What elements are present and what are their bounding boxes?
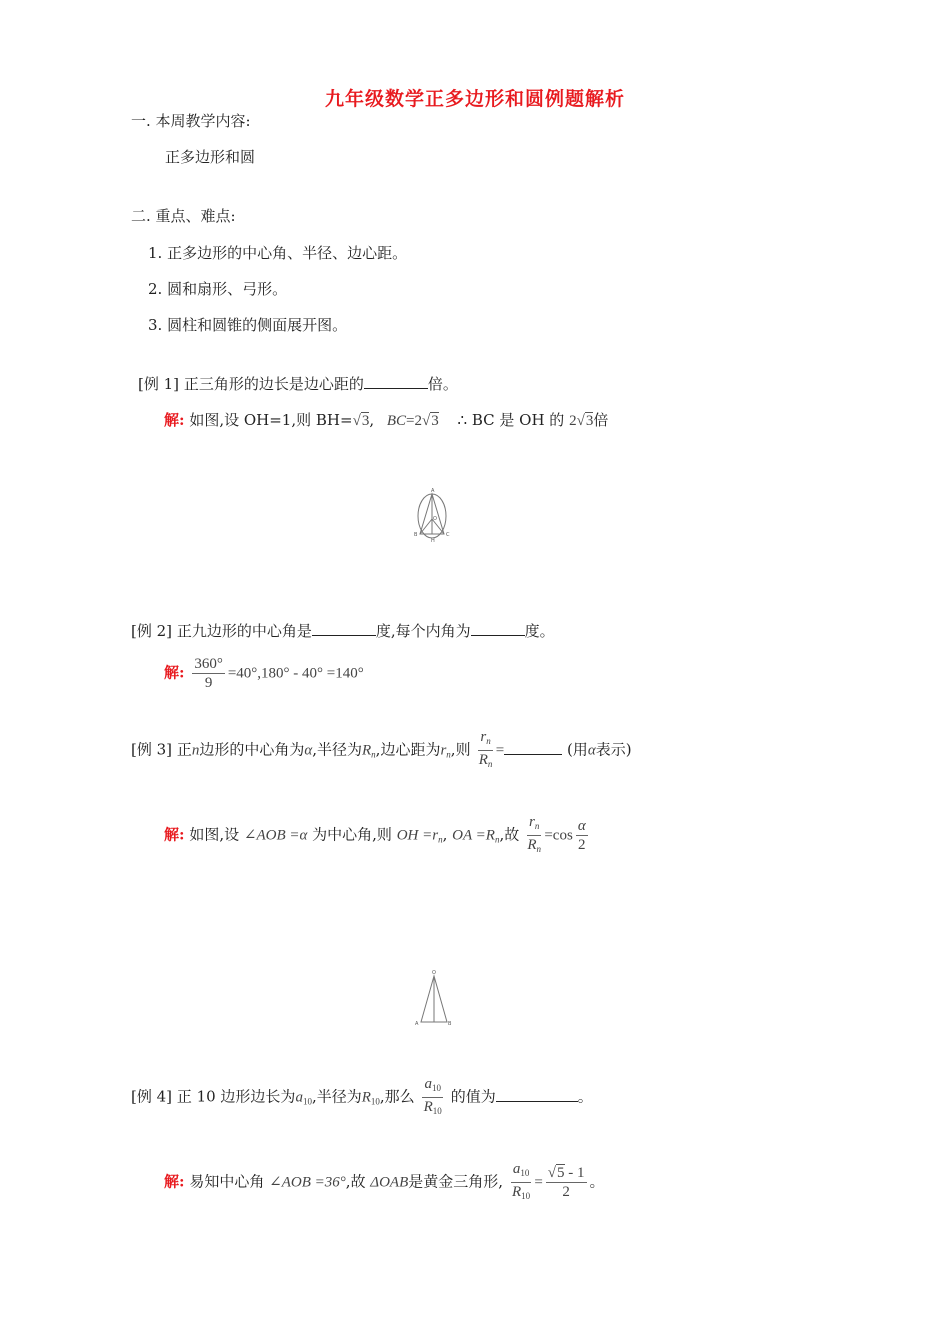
figure-isosceles-triangle <box>412 968 456 1030</box>
svg-text:H: H <box>431 538 435 544</box>
example1-solution: 解: 如图,设 OH=1,则 BH=√3, BC=2√3 ∴ BC 是 OH 的 2√3倍 <box>164 411 609 429</box>
solution-label: 解: <box>164 1172 185 1191</box>
answer-blank <box>504 740 562 755</box>
solution-label: 解: <box>164 411 185 429</box>
example4-question: [例 4] 正 10 边形边长为$a_{10}$,半径为$R_{10}$,那么 $\frac{a_{10}}{R_{10}}$ 的值为 。 <box>131 1075 593 1120</box>
svg-text:B: B <box>414 532 418 538</box>
section2-heading: 二. 重点、难点: <box>131 207 236 225</box>
fraction: $\frac{√5 - 1}{2}$ <box>547 1165 585 1200</box>
example2-question: [例 2] 正九边形的中心角是 度,每个内角为 度。 <box>131 622 555 640</box>
solution-label: 解: <box>164 663 185 682</box>
fraction: $\frac{r_n}{R_n}$ <box>478 729 493 769</box>
svg-text:O: O <box>432 970 436 976</box>
answer-blank <box>471 621 525 636</box>
key-point-1: 1. 正多边形的中心角、半径、边心距。 <box>148 244 408 262</box>
fraction: $\frac{360^\circ}{9}$ <box>194 656 223 691</box>
section1-content: 正多边形和圆 <box>165 148 256 166</box>
key-point-3: 3. 圆柱和圆锥的侧面展开图。 <box>148 316 348 334</box>
example3-label: [例 3] <box>131 740 173 759</box>
fraction: $\frac{\alpha}{2}$ <box>577 818 586 853</box>
page-title: 九年级数学正多边形和圆例题解析 <box>324 88 625 110</box>
example1-question: [例 1] 正三角形的边长是边心距的 倍。 <box>138 375 458 393</box>
section1-heading: 一. 本周教学内容: <box>131 112 251 130</box>
example3-question: [例 3] 正n边形的中心角为α,半径为$R_n$,边心距为$r_n$,则 $\frac{r_n}{R_n}$ = (用α表示) <box>131 728 632 773</box>
svg-text:O: O <box>433 516 437 522</box>
example3-solution: 解: 如图,设 ∠AOB =α 为中心角,则 OH $=r_n$, OA $=R_n$,故 $\frac{r_n}{R_n}$ =cos $\frac{\alpha}{2}$ <box>164 813 591 858</box>
fraction: $\frac{a_{10}}{R_{10}}$ <box>511 1161 531 1201</box>
answer-blank <box>364 374 428 389</box>
figure-inscribed-triangle <box>410 486 456 544</box>
example2-label: [例 2] <box>131 622 173 640</box>
solution-label: 解: <box>164 825 185 844</box>
key-point-2: 2. 圆和扇形、弓形。 <box>148 280 288 298</box>
fraction: $\frac{a_{10}}{R_{10}}$ <box>423 1076 442 1116</box>
svg-text:A: A <box>415 1021 419 1027</box>
example4-label: [例 4] <box>131 1087 173 1106</box>
svg-text:A: A <box>431 488 435 494</box>
svg-text:C: C <box>446 532 450 538</box>
answer-blank <box>496 1087 578 1102</box>
example4-solution: 解: 易知中心角 ∠AOB =36°,故 ΔOAB是黄金三角形, $\frac{a_{10}}{R_{10}}$ = $\frac{√5 - 1}{2}$ 。 <box>164 1160 605 1205</box>
fraction: $\frac{r_n}{R_n}$ <box>527 814 541 854</box>
example1-label: [例 1] <box>138 375 180 393</box>
svg-text:B: B <box>448 1021 452 1027</box>
answer-blank <box>312 621 376 636</box>
example2-solution: 解: $\frac{360^\circ}{9}$ =40°,180° - 40° =140° <box>164 656 364 691</box>
